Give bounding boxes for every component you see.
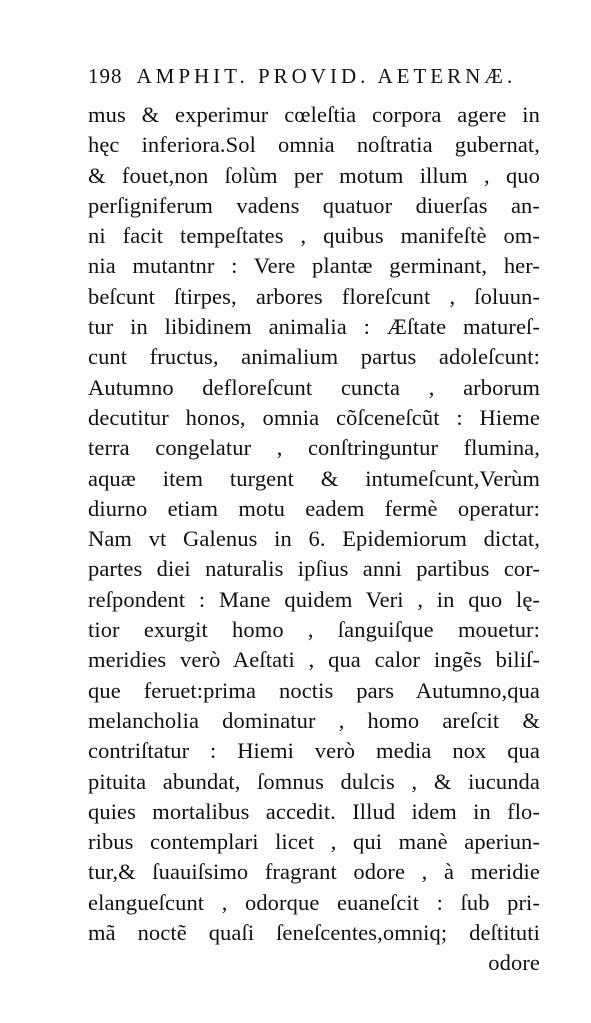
text-line: partes diei naturalis ipſius anni partibus cor-	[88, 556, 540, 582]
running-head-title: AMPHIT. PROVID. AETERNÆ.	[136, 64, 517, 88]
body-text	[88, 100, 540, 979]
text-line: Autumno defloreſcunt cuncta , arborum	[88, 374, 540, 400]
text-line: elangueſcunt , odorque euaneſcit : ſub pri-	[88, 889, 540, 915]
page-number: 198	[88, 64, 123, 88]
text-line: aquæ item turgent & intumeſcunt,Verùm	[88, 465, 540, 491]
running-head	[88, 64, 540, 100]
text-line: cunt fructus, animalium partus adoleſcunt:	[88, 344, 540, 370]
catchword: odore	[488, 950, 540, 976]
text-line: decutitur honos, omnia cõſceneſcũt : Hieme	[88, 404, 540, 430]
text-line: hęc inferiora.Sol omnia noſtratia gubernat,	[88, 132, 540, 158]
text-line: beſcunt ſtirpes, arbores floreſcunt , ſoluun-	[88, 283, 540, 309]
book-page	[88, 64, 540, 979]
text-line: terra congelatur , conſtringuntur flumina,	[88, 435, 540, 461]
text-line: & fouet,non ſolùm per motum illum , quo	[88, 162, 540, 188]
text-line: pituita abundat, ſomnus dulcis , & iucunda	[88, 768, 540, 794]
text-line: mus & experimur cœleſtia corpora agere in	[88, 102, 540, 127]
text-line: quies mortalibus accedit. Illud idem in flo-	[88, 798, 540, 824]
text-line: ribus contemplari licet , qui manè aperiun-	[88, 829, 540, 855]
text-line: tur,& ſuauiſsimo fragrant odore , à meridie	[88, 859, 540, 885]
text-line: que feruet:prima noctis pars Autumno,qua	[88, 677, 540, 703]
text-line: tior exurgit homo , ſanguiſque mouetur:	[88, 617, 540, 643]
text-line: ni facit tempeſtates , quibus manifeſtè om-	[88, 223, 540, 249]
text-line: contriſtatur : Hiemi verò media nox qua	[88, 738, 540, 764]
text-line: reſpondent : Mane quidem Veri , in quo lę-	[88, 586, 540, 612]
text-line: mã noctẽ quaſi ſeneſcentes,omniq; deſtituti	[88, 920, 540, 946]
text-line: nia mutantnr : Vere plantæ germinant, her-	[88, 253, 540, 279]
text-line: diurno etiam motu eadem fermè operatur:	[88, 495, 540, 521]
text-line: tur in libidinem animalia : Æſtate matureſ-	[88, 314, 540, 340]
text-line: perſigniferum vadens quatuor diuerſas an-	[88, 192, 540, 218]
text-line: melancholia dominatur , homo areſcit &	[88, 707, 540, 733]
text-line: Nam vt Galenus in 6. Epidemiorum dictat,	[88, 526, 540, 552]
text-line: meridies verò Aeſtati , qua calor ingẽs biliſ-	[88, 647, 540, 673]
